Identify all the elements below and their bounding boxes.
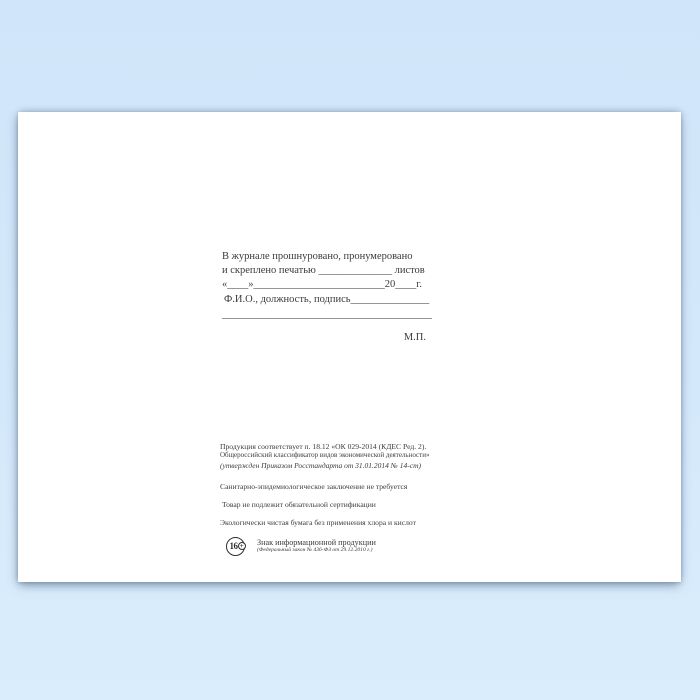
info-product-law-note: (Федеральный закон № 436-ФЗ от 29.12.2010 г.) <box>257 547 373 554</box>
standard-compliance-line-1: Продукция соответствует п. 18.12 «ОК 029-2014 (КДЕС Ред. 2). <box>220 442 427 451</box>
age-rating-plus-icon: + <box>238 542 247 551</box>
binding-date-line: «____»_________________________20____г. <box>222 279 422 291</box>
standard-decree-note: (утвержден Приказом Росстандарта от 31.01.2014 № 14-ст) <box>220 460 421 470</box>
info-product-sign-row <box>220 537 470 556</box>
seal-place-mark: М.П. <box>403 332 426 344</box>
journal-back-page <box>18 112 681 582</box>
eco-paper-statement: Экологически чистая бумага без применения хлора и кислот <box>220 518 416 528</box>
info-product-sign-text <box>257 537 376 554</box>
sanitary-statement: Санитарно-эпидемиологическое заключение не требуется <box>220 482 408 492</box>
binding-certification-block <box>222 250 430 345</box>
standard-compliance-line-2: Общероссийский классификатор видов экономической деятельности» <box>220 451 430 460</box>
binding-line-1: В журнале прошнуровано, пронумеровано <box>222 251 413 262</box>
fio-position-signature-line: Ф.И.О., должность, подпись_______________ <box>224 293 430 305</box>
certification-statement: Товар не подлежит обязательной сертификации <box>222 500 376 510</box>
age-rating-number: 16 <box>229 540 238 551</box>
compliance-info-block <box>220 442 470 556</box>
info-product-sign-title: Знак информационной продукции <box>257 538 376 548</box>
signature-blank-line: ________________________________________ <box>222 308 432 320</box>
age-rating-16plus-icon <box>226 537 245 556</box>
binding-line-2: и скреплено печатью ______________ листов <box>222 265 425 277</box>
